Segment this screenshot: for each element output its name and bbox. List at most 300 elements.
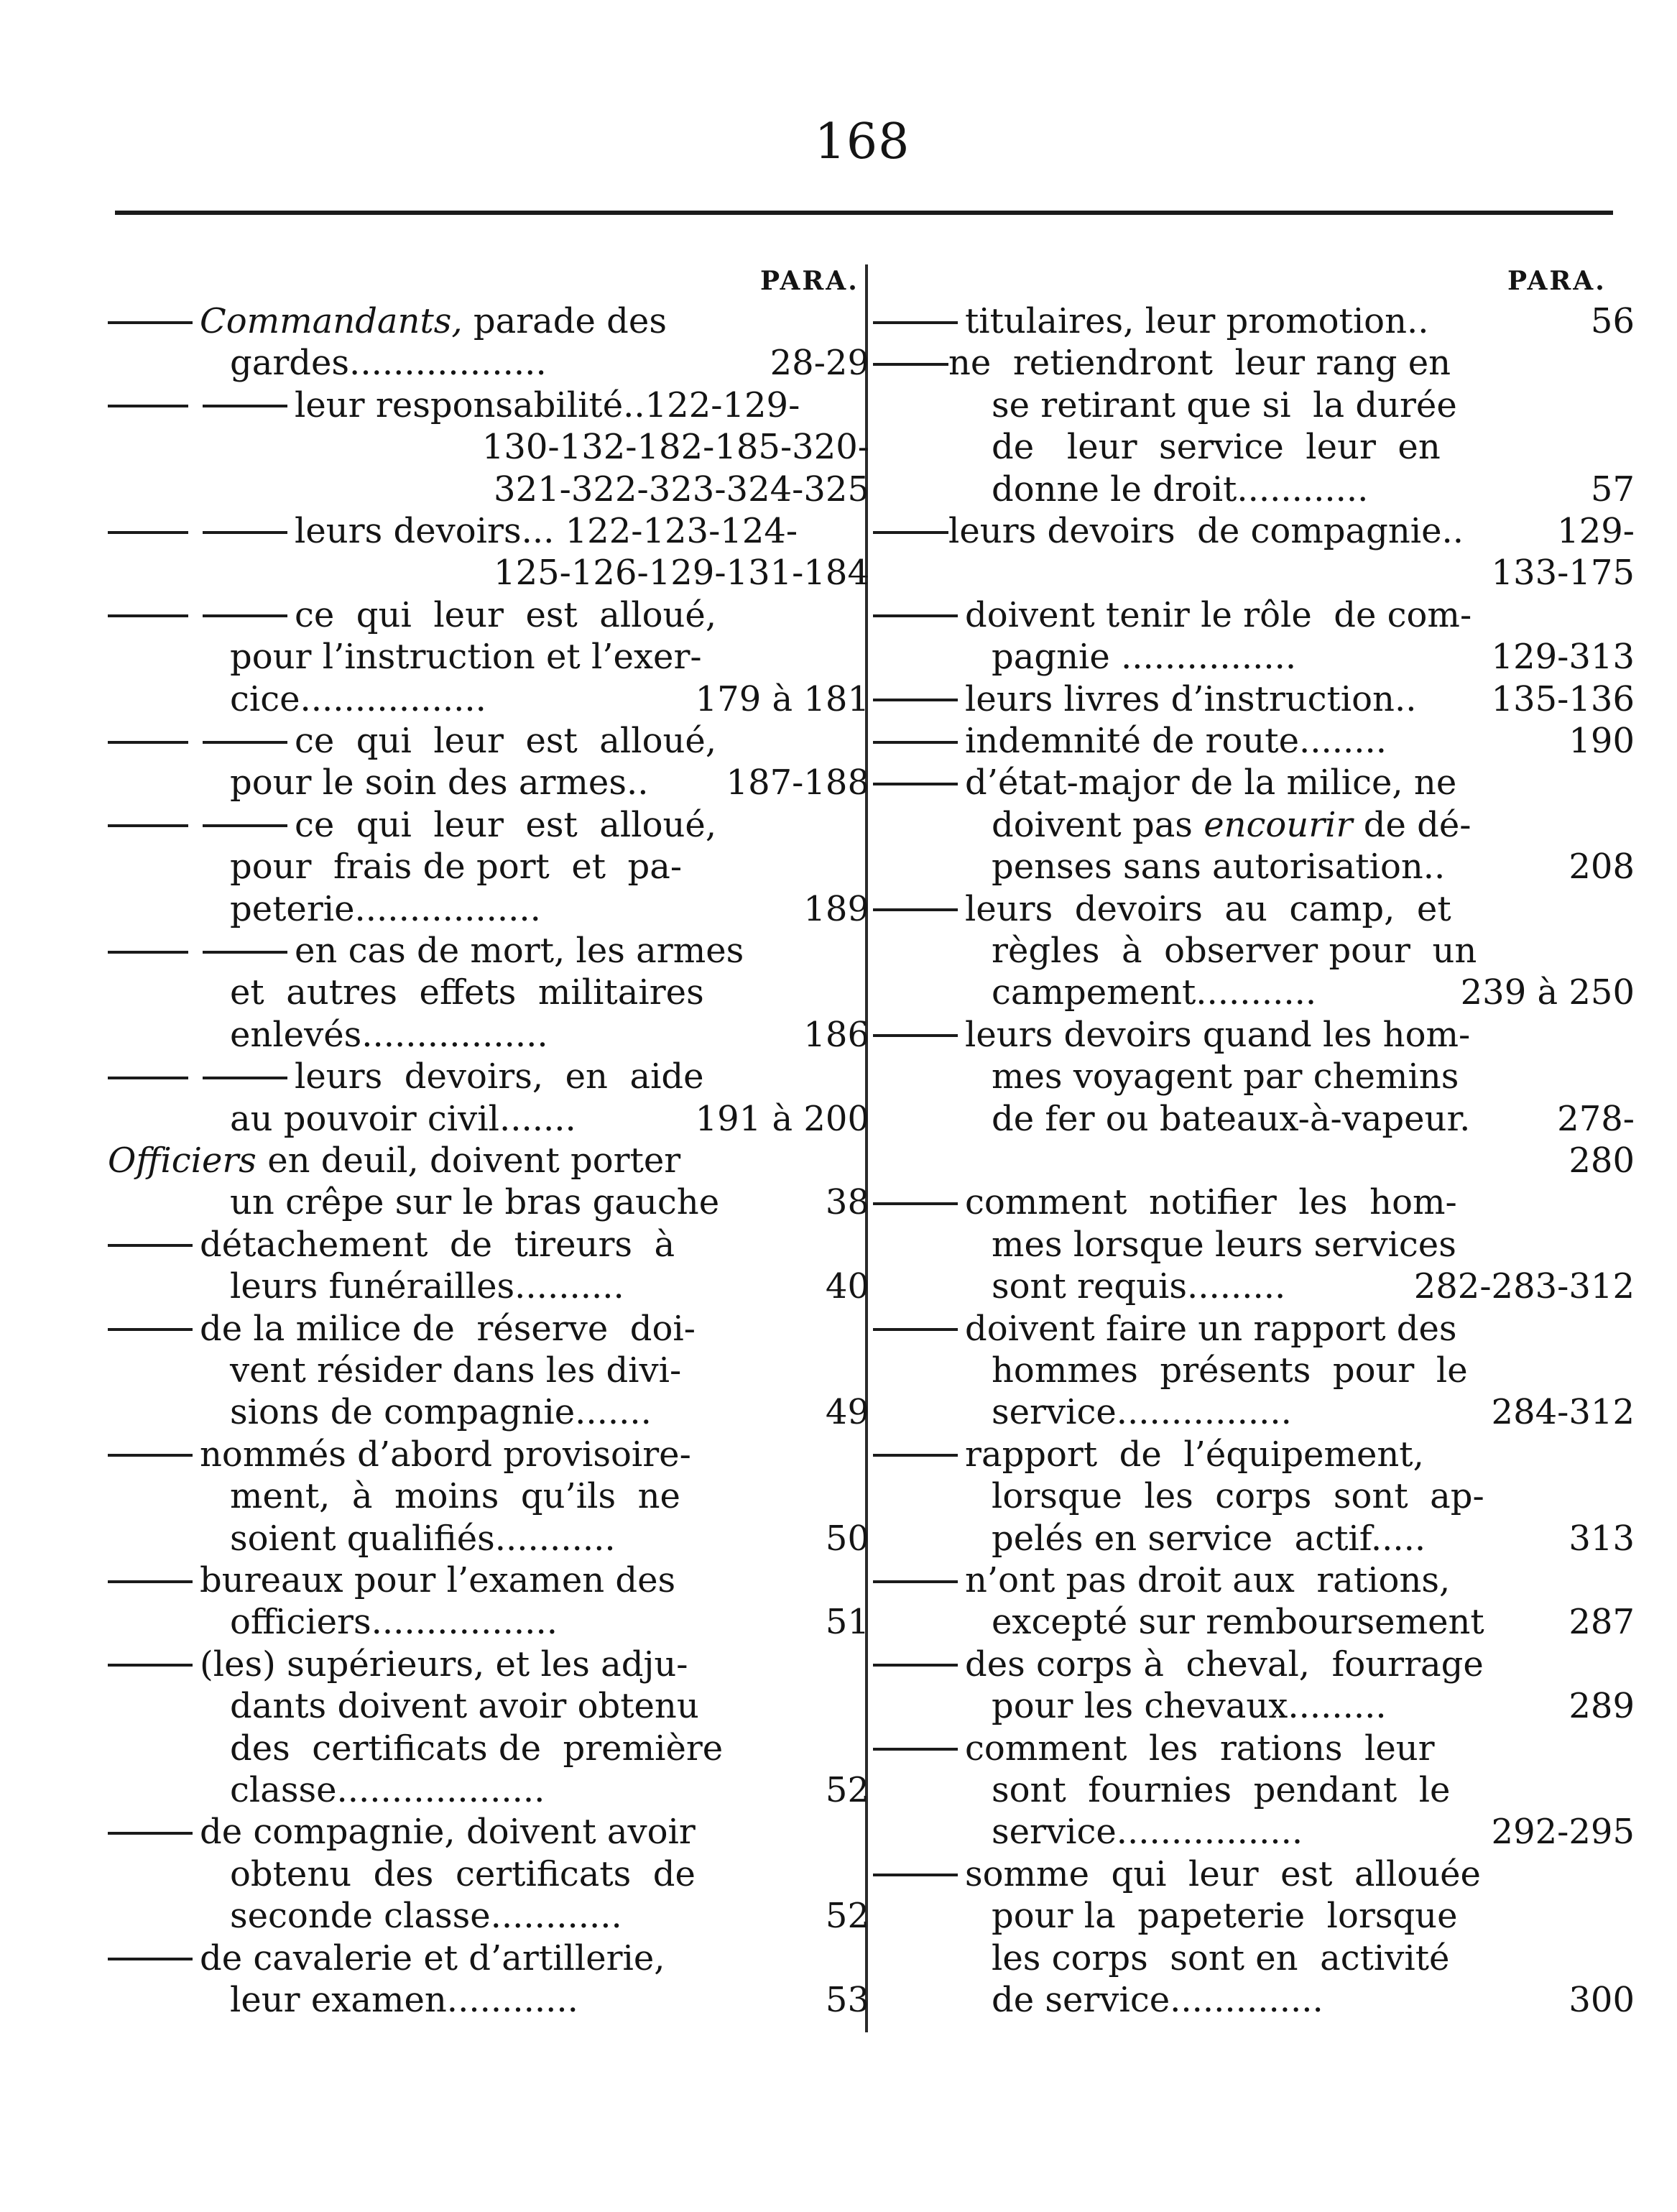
- index-entry-text: [230, 342, 547, 384]
- index-entry-text: [230, 1728, 723, 1769]
- index-entry-text: [108, 510, 798, 552]
- entry-text: excepté sur remboursement: [992, 1602, 1484, 1643]
- index-line: [108, 1475, 869, 1517]
- index-line: [108, 930, 869, 972]
- index-line: [873, 1895, 1635, 1937]
- paragraph-reference: 125-126-129-131-184: [494, 553, 869, 594]
- index-entry-text: [230, 762, 648, 803]
- italic-term: Officiers: [108, 1140, 257, 1181]
- index-line: [108, 510, 869, 552]
- index-entry-text: [992, 1979, 1323, 2021]
- index-entry-text: [230, 972, 704, 1013]
- entry-text: service................: [992, 1392, 1292, 1433]
- index-line: [873, 1518, 1635, 1559]
- index-line: [873, 1014, 1635, 1056]
- index-line: [873, 594, 1635, 636]
- index-line: [108, 1308, 869, 1350]
- entry-text: les corps sont en activité: [992, 1937, 1450, 1978]
- entry-text: donne le droit............: [992, 469, 1369, 510]
- entry-text: de la milice de réserve doi-: [200, 1308, 696, 1349]
- index-line: [873, 1769, 1635, 1811]
- index-line: [108, 1266, 869, 1307]
- entry-text: cice.................: [230, 678, 486, 719]
- entry-text: hommes présents pour le: [992, 1350, 1468, 1391]
- ditto-dash: [873, 363, 948, 366]
- paragraph-reference: 130-132-182-185-320-: [481, 427, 869, 468]
- entry-text: des corps à cheval, fourrage: [965, 1644, 1484, 1685]
- entry-text: leurs devoirs de compagnie..: [948, 511, 1464, 551]
- index-line: [108, 1056, 869, 1097]
- ditto-dash: [108, 1958, 193, 1960]
- paragraph-reference: 313: [1569, 1518, 1635, 1559]
- index-line: [873, 510, 1635, 552]
- ditto-dash: [108, 1664, 193, 1667]
- index-entry-text: [230, 1098, 576, 1140]
- ditto-dash: [108, 405, 287, 407]
- entry-text: comment notifier les hom-: [965, 1182, 1457, 1223]
- index-entry-text: [992, 384, 1457, 426]
- entry-text: mes lorsque leurs services: [992, 1224, 1456, 1265]
- entry-text: détachement de tireurs à: [200, 1224, 675, 1265]
- index-line: [873, 469, 1635, 510]
- index-entry-text: [992, 1098, 1470, 1140]
- entry-text: leurs livres d’instruction..: [965, 678, 1417, 719]
- index-entry-text: [992, 846, 1445, 888]
- index-entry-text: [992, 1475, 1484, 1517]
- index-line: [108, 678, 869, 720]
- index-line: [108, 888, 869, 930]
- index-entry-text: [230, 1979, 578, 2021]
- entry-text: campement...........: [992, 972, 1317, 1013]
- paragraph-reference: 133-175: [1491, 553, 1635, 594]
- ditto-dash: [108, 1454, 193, 1457]
- page-number: 168: [814, 114, 910, 170]
- index-line: [108, 1769, 869, 1811]
- index-entry-text: [108, 1056, 704, 1097]
- index-line: [873, 300, 1635, 342]
- paragraph-reference: 282-283-312: [1413, 1266, 1635, 1307]
- index-entry-text: [992, 469, 1368, 510]
- entry-text: sions de compagnie.......: [230, 1392, 652, 1433]
- entry-text: pour le soin des armes..: [230, 762, 649, 803]
- index-line: [108, 300, 869, 342]
- header-rule: [115, 211, 1613, 215]
- index-entry-text: [230, 1266, 624, 1307]
- entry-text: indemnité de route........: [965, 721, 1387, 761]
- index-line: [873, 930, 1635, 972]
- entry-text: pour l’instruction et l’exer-: [230, 637, 702, 678]
- ditto-dash: [108, 531, 287, 534]
- entry-text: leurs devoirs au camp, et: [965, 888, 1451, 929]
- ditto-dash: [873, 531, 948, 534]
- index-line: [108, 1391, 869, 1433]
- paragraph-reference: 179 à 181: [695, 678, 869, 719]
- index-entry-text: [873, 1181, 1457, 1223]
- ditto-dash: [873, 699, 958, 701]
- index-entry-text: [108, 720, 716, 762]
- ditto-dash: [108, 1077, 287, 1079]
- italic-term: Commandants,: [200, 301, 463, 341]
- index-line: [108, 469, 869, 510]
- entry-text: dants doivent avoir obtenu: [230, 1686, 699, 1727]
- ditto-dash: [108, 1580, 193, 1583]
- paragraph-reference: 239 à 250: [1460, 972, 1635, 1013]
- index-entry-text: [992, 1266, 1285, 1307]
- index-entry-text: [992, 636, 1296, 678]
- paragraph-reference: 187-188: [726, 762, 869, 803]
- index-entry-text: [873, 1308, 1457, 1350]
- ditto-dash: [873, 1664, 958, 1667]
- paragraph-reference: 50: [825, 1518, 869, 1559]
- index-entry-text: [108, 930, 744, 972]
- entry-text: sont requis.........: [992, 1266, 1286, 1307]
- index-line: [873, 1728, 1635, 1769]
- index-line: [108, 1644, 869, 1685]
- index-entry-text: [108, 1308, 696, 1350]
- ditto-dash: [108, 741, 287, 744]
- index-line: [873, 846, 1635, 888]
- entry-text: service.................: [992, 1812, 1303, 1853]
- index-line: [108, 1895, 869, 1937]
- paragraph-reference: 28-29: [770, 343, 869, 384]
- index-entry-text: [992, 1769, 1450, 1811]
- index-line: [873, 1979, 1635, 2021]
- paragraph-reference: 49: [825, 1392, 869, 1433]
- index-line: [873, 1350, 1635, 1391]
- ditto-dash: [873, 1328, 958, 1331]
- paragraph-reference: 53: [825, 1980, 869, 2020]
- index-line: [873, 1056, 1635, 1097]
- entry-text: leur responsabilité..122-129-: [295, 384, 800, 425]
- index-entry-text: [230, 1181, 719, 1223]
- index-entry-text: [873, 1434, 1424, 1475]
- entry-text: somme qui leur est allouée: [965, 1853, 1481, 1894]
- index-entry-text: [108, 1559, 675, 1601]
- paragraph-reference: 287: [1569, 1602, 1635, 1643]
- entry-text-rest: en deuil, doivent porter: [256, 1140, 681, 1181]
- entry-text: règles à observer pour un: [992, 931, 1477, 971]
- index-line: [108, 762, 869, 803]
- ditto-dash: [873, 1580, 958, 1583]
- index-line: [873, 1098, 1635, 1140]
- index-line: [873, 1811, 1635, 1853]
- entry-text: bureaux pour l’examen des: [200, 1560, 676, 1600]
- ditto-dash: [108, 1244, 193, 1247]
- paragraph-reference: 52: [825, 1896, 869, 1937]
- index-entry-text: [230, 1475, 680, 1517]
- entry-text: obtenu des certificats de: [230, 1853, 696, 1894]
- paragraph-reference: 189: [803, 888, 869, 929]
- paragraph-reference: 300: [1569, 1980, 1635, 2020]
- entry-text: comment les rations leur: [965, 1728, 1435, 1769]
- column-heading-left: PARA.: [760, 266, 859, 296]
- paragraph-reference: 129-: [1557, 511, 1635, 551]
- index-entry-text: [992, 1895, 1458, 1937]
- entry-text: leurs devoirs... 122-123-124-: [295, 511, 798, 551]
- ditto-dash: [873, 1034, 958, 1037]
- ditto-dash: [108, 321, 193, 324]
- entry-text: nommés d’abord provisoire-: [200, 1434, 691, 1475]
- index-entry-text: [873, 888, 1451, 930]
- index-line: [108, 1559, 869, 1601]
- paragraph-reference: 280: [1569, 1140, 1635, 1181]
- index-entry-text: [873, 1014, 1470, 1056]
- index-entry-text: [108, 1811, 696, 1853]
- index-line: [108, 1014, 869, 1056]
- index-entry-text: [873, 594, 1472, 636]
- paragraph-reference: 51: [825, 1602, 869, 1643]
- ditto-dash: [108, 1832, 193, 1835]
- ditto-dash: [108, 614, 287, 617]
- index-line: [108, 1601, 869, 1643]
- index-line: [873, 426, 1635, 468]
- entry-text: gardes..................: [230, 343, 547, 384]
- entry-text: doivent tenir le rôle de com-: [965, 594, 1472, 635]
- index-entry-text: [230, 1350, 681, 1391]
- ditto-dash: [873, 1454, 958, 1457]
- entry-text: des certificats de première: [230, 1728, 724, 1769]
- entry-text: d’état-major de la milice, ne: [965, 762, 1457, 803]
- entry-text: de service..............: [992, 1980, 1323, 2020]
- index-entry-text: [873, 1728, 1435, 1769]
- index-line: [873, 1266, 1635, 1307]
- index-entry-text: [108, 804, 716, 846]
- entry-text: officiers.................: [230, 1602, 558, 1643]
- index-line: [108, 1728, 869, 1769]
- entry-text: leurs devoirs, en aide: [295, 1056, 704, 1097]
- index-line: [108, 1098, 869, 1140]
- index-line: [873, 1601, 1635, 1643]
- paragraph-reference: 321-322-323-324-325: [494, 469, 869, 510]
- index-entry-text: [230, 888, 541, 930]
- ditto-dash: [873, 741, 958, 744]
- paragraph-reference: 38: [825, 1182, 869, 1223]
- index-line: [873, 1685, 1635, 1727]
- entry-text: pour les chevaux.........: [992, 1686, 1387, 1727]
- entry-text: lorsque les corps sont ap-: [992, 1476, 1484, 1517]
- ditto-dash: [873, 1202, 958, 1205]
- entry-text: au pouvoir civil.......: [230, 1098, 576, 1139]
- entry-text: mes voyagent par chemins: [992, 1056, 1459, 1097]
- entry-text: rapport de l’équipement,: [965, 1434, 1424, 1475]
- index-line: [873, 552, 1635, 594]
- index-entry-text: [230, 678, 486, 720]
- index-entry-text: [230, 1895, 622, 1937]
- index-line: [873, 1644, 1635, 1685]
- index-entry-text: [992, 1224, 1456, 1266]
- index-line: [873, 1181, 1635, 1223]
- index-entry-text: [992, 1056, 1459, 1097]
- paragraph-reference: 40: [825, 1266, 869, 1307]
- index-line: [108, 1434, 869, 1475]
- entry-text: peterie.................: [230, 888, 541, 929]
- paragraph-reference: 289: [1569, 1686, 1635, 1727]
- index-line: [108, 1685, 869, 1727]
- index-line: [873, 384, 1635, 426]
- entry-text-rest: parade des: [462, 301, 667, 341]
- entry-text: (les) supérieurs, et les adju-: [200, 1644, 688, 1685]
- entry-text: ce qui leur est alloué,: [295, 721, 717, 761]
- index-line: [873, 1224, 1635, 1266]
- paragraph-reference: 284-312: [1491, 1392, 1635, 1433]
- index-entry-text: [108, 1937, 665, 1979]
- entry-text: soient qualifiés...........: [230, 1518, 616, 1559]
- index-entry-text: [873, 678, 1416, 720]
- entry-text: sont fournies pendant le: [992, 1770, 1451, 1810]
- index-entry-text: [873, 510, 1464, 552]
- index-entry-text: [873, 1559, 1450, 1601]
- entry-text: de fer ou bateaux-à-vapeur.: [992, 1098, 1471, 1139]
- entry-text: et autres effets militaires: [230, 972, 704, 1013]
- index-entry-text: [108, 1140, 680, 1181]
- index-entry-text: [873, 720, 1387, 762]
- ditto-dash: [873, 1748, 958, 1751]
- index-line: [108, 594, 869, 636]
- entry-text: enlevés.................: [230, 1014, 548, 1055]
- index-line: [108, 1350, 869, 1391]
- index-entry-text: [230, 1853, 696, 1895]
- index-entry-text: [230, 1391, 652, 1433]
- index-line: [873, 972, 1635, 1013]
- index-line: [108, 1224, 869, 1266]
- index-entry-text: [992, 426, 1441, 468]
- index-entry-text: [992, 1518, 1426, 1559]
- ditto-dash: [108, 1328, 193, 1331]
- index-line: [108, 1518, 869, 1559]
- ditto-dash: [873, 908, 958, 911]
- ditto-dash: [873, 321, 958, 324]
- entry-text: leurs devoirs quand les hom-: [965, 1014, 1471, 1055]
- italic-term: encourir: [1204, 804, 1353, 845]
- entry-text: un crêpe sur le bras gauche: [230, 1182, 720, 1223]
- entry-text: pour la papeterie lorsque: [992, 1896, 1458, 1937]
- index-entry-text: [873, 762, 1456, 803]
- index-line: [108, 1937, 869, 1979]
- paragraph-reference: 278-: [1557, 1098, 1635, 1139]
- ditto-dash: [108, 824, 287, 827]
- index-entry-text: [992, 1811, 1303, 1853]
- index-line: [873, 1140, 1635, 1181]
- entry-text: penses sans autorisation..: [992, 847, 1446, 888]
- index-entry-text: [230, 1769, 545, 1811]
- index-line: [873, 1853, 1635, 1895]
- paragraph-reference: 57: [1590, 469, 1635, 510]
- index-line: [108, 1811, 869, 1853]
- index-line: [108, 846, 869, 888]
- index-line: [873, 1937, 1635, 1979]
- index-entry-text: [992, 1601, 1484, 1643]
- index-line: [108, 1181, 869, 1223]
- paragraph-reference: 191 à 200: [695, 1098, 869, 1139]
- index-line: [873, 762, 1635, 803]
- paragraph-reference: 208: [1569, 847, 1635, 888]
- entry-text-rest: de dé-: [1352, 804, 1472, 845]
- paragraph-reference: 56: [1590, 301, 1635, 341]
- entry-text: se retirant que si la durée: [992, 384, 1457, 425]
- index-line: [108, 1979, 869, 2021]
- index-line: [108, 426, 869, 468]
- paragraph-reference: 52: [825, 1770, 869, 1810]
- index-line: [108, 342, 869, 384]
- column-heading-right: PARA.: [1507, 266, 1607, 296]
- index-entry-text: [230, 1518, 616, 1559]
- index-line: [873, 678, 1635, 720]
- index-entry-text: [230, 1685, 699, 1727]
- index-line: [108, 636, 869, 678]
- index-entry-text: [108, 1224, 675, 1266]
- index-line: [873, 804, 1635, 846]
- index-entry-text: [873, 1853, 1481, 1895]
- ditto-dash: [873, 1874, 958, 1876]
- entry-text: pour frais de port et pa-: [230, 847, 683, 888]
- index-line: [873, 720, 1635, 762]
- index-entry-text: [230, 636, 702, 678]
- entry-text: pagnie ................: [992, 637, 1297, 678]
- index-entry-text: [873, 300, 1429, 342]
- index-line: [108, 972, 869, 1013]
- index-line: [108, 720, 869, 762]
- index-entry-text: [992, 972, 1316, 1013]
- entry-text: ne retiendront leur rang en: [948, 343, 1451, 384]
- index-line: [873, 1308, 1635, 1350]
- paragraph-reference: 190: [1569, 721, 1635, 761]
- entry-text: n’ont pas droit aux rations,: [965, 1560, 1451, 1600]
- index-line: [108, 552, 869, 594]
- index-entry-text: [992, 1685, 1387, 1727]
- index-entry-text: [230, 1014, 548, 1056]
- index-line: [873, 342, 1635, 384]
- paragraph-reference: 129-313: [1491, 637, 1635, 678]
- index-entry-text: [873, 342, 1451, 384]
- index-line: [108, 804, 869, 846]
- index-line: [108, 384, 869, 426]
- paragraph-reference: 186: [803, 1014, 869, 1055]
- index-entry-text: [230, 1601, 558, 1643]
- entry-text: leur examen............: [230, 1980, 578, 2020]
- index-entry-text: [992, 804, 1471, 846]
- index-entry-text: [108, 1644, 688, 1685]
- entry-text: titulaires, leur promotion..: [965, 301, 1429, 341]
- entry-text: ment, à moins qu’ils ne: [230, 1476, 680, 1517]
- index-line: [873, 1391, 1635, 1433]
- entry-text: ce qui leur est alloué,: [295, 594, 717, 635]
- paragraph-reference: 292-295: [1491, 1812, 1635, 1853]
- index-line: [873, 636, 1635, 678]
- index-line: [873, 1559, 1635, 1601]
- entry-text: ce qui leur est alloué,: [295, 804, 717, 845]
- index-entry-text: [108, 300, 667, 342]
- index-line: [108, 1140, 869, 1181]
- index-line: [108, 1853, 869, 1895]
- ditto-dash: [108, 951, 287, 954]
- index-entry-text: [873, 1644, 1484, 1685]
- entry-text: seconde classe............: [230, 1896, 622, 1937]
- entry-text: classe...................: [230, 1770, 545, 1810]
- entry-text: de cavalerie et d’artillerie,: [200, 1937, 665, 1978]
- index-line: [873, 1475, 1635, 1517]
- entry-text: en cas de mort, les armes: [295, 931, 744, 971]
- index-entry-text: [108, 594, 716, 636]
- index-entry-text: [108, 384, 800, 426]
- paragraph-reference: 135-136: [1491, 678, 1635, 719]
- index-entry-text: [992, 1937, 1449, 1979]
- index-entry-text: [992, 930, 1477, 972]
- entry-text: leurs funérailles..........: [230, 1266, 624, 1307]
- index-line: [873, 1434, 1635, 1475]
- index-entry-text: [992, 1350, 1468, 1391]
- entry-text: pelés en service actif.....: [992, 1518, 1426, 1559]
- entry-text: doivent faire un rapport des: [965, 1308, 1457, 1349]
